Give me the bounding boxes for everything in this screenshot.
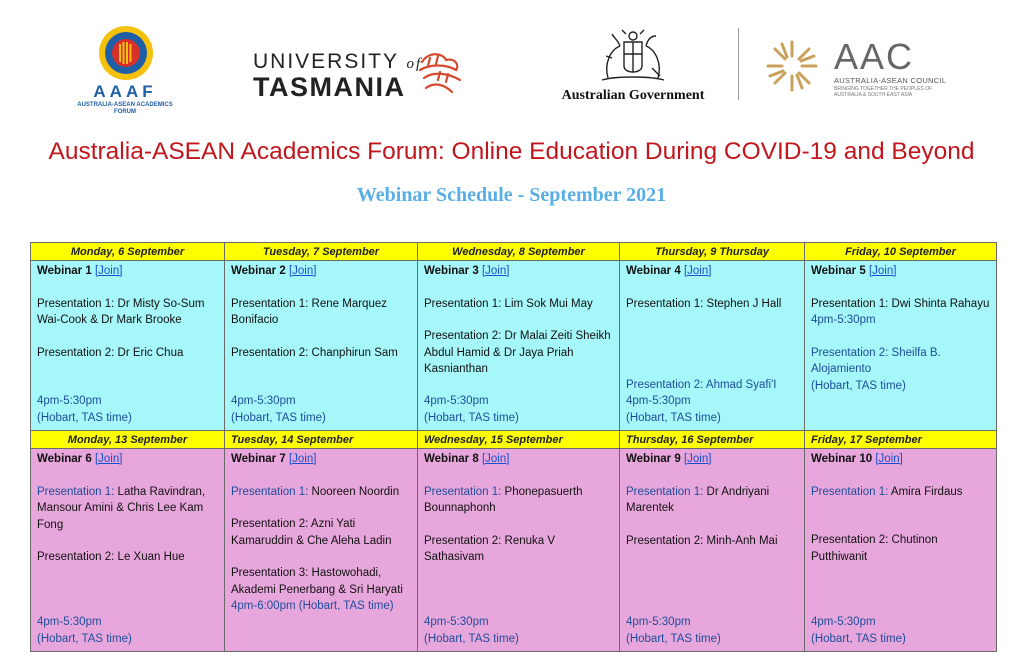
presentation-2: Presentation 2: Sheilfa B. Alojamiento xyxy=(811,346,941,375)
session-time: 4pm-6:00pm (Hobart, TAS time) xyxy=(231,600,394,612)
presentation-2: Presentation 2: Minh-Anh Mai xyxy=(626,534,778,547)
presentation-3: Presentation 3: Hastowohadi, Akademi Penerbang & Sri Haryati xyxy=(231,567,403,596)
session-time: 4pm-5:30pm xyxy=(424,616,489,628)
time-zone: (Hobart, TAS time) xyxy=(811,632,906,645)
presentation-1: Presentation 1: Dwi Shinta Rahayu xyxy=(811,297,990,310)
session-cell xyxy=(418,261,620,431)
week2-sessions-row xyxy=(31,449,997,652)
presentation-2: Presentation 2: Chutinon Putthiwanit xyxy=(811,534,938,563)
aac-logo xyxy=(762,36,962,96)
join-link[interactable]: [Join] xyxy=(481,265,510,277)
session-time: 4pm-5:30pm xyxy=(811,314,876,326)
time-zone: (Hobart, TAS time) xyxy=(37,632,132,645)
time-block xyxy=(424,393,519,426)
presentation-label: Presentation 1: xyxy=(231,485,309,498)
presentation-label: Presentation 1: xyxy=(424,485,502,498)
time-block xyxy=(811,614,906,647)
presentation-2: Presentation 2: Dr Malai Zeiti Sheikh Abdul Hamid & Dr Jaya Priah Kasnianthan xyxy=(424,330,611,375)
presentation-label: Presentation 1: xyxy=(37,485,115,498)
session-cell xyxy=(620,261,805,431)
presenter-names: Amira Firdaus xyxy=(888,485,963,498)
session-cell xyxy=(805,449,997,652)
aac-tagline: BRINGING TOGETHER THE PEOPLES OF AUSTRALIA & SOUTH-EAST ASIA xyxy=(834,86,933,98)
presentation-2: Presentation 2: Azni Yati Kamaruddin & Che Aleha Ladin xyxy=(231,518,392,547)
day-header: Thursday, 16 September xyxy=(620,431,805,449)
join-link[interactable]: [Join] xyxy=(94,453,123,465)
webinar-title xyxy=(811,263,990,280)
presentation-2: Presentation 2: Ahmad Syafi'I xyxy=(626,378,777,391)
australian-government-text: Australian Government xyxy=(561,88,705,103)
aac-council: AUSTRALIA-ASEAN COUNCIL xyxy=(834,76,947,85)
aaaf-emblem-icon xyxy=(97,24,155,82)
webinar-title xyxy=(231,263,411,280)
session-time: 4pm-5:30pm xyxy=(626,395,691,407)
week1-header-row xyxy=(31,243,997,261)
presentation-label: Presentation 1: xyxy=(626,485,704,498)
presentation-1 xyxy=(811,484,990,501)
webinar-title xyxy=(37,263,218,280)
australian-government-logo xyxy=(558,28,708,106)
webinar-label: Webinar 9 xyxy=(626,453,681,465)
webinar-label: Webinar 2 xyxy=(231,265,286,277)
presenter-names: Dr Andriyani Marentek xyxy=(626,485,770,514)
time-zone: (Hobart, TAS time) xyxy=(424,632,519,645)
time-block xyxy=(424,614,519,647)
webinar-title xyxy=(231,451,411,468)
session-time: 4pm-5:30pm xyxy=(811,616,876,628)
schedule-table xyxy=(30,242,997,652)
day-header: Tuesday, 14 September xyxy=(225,431,418,449)
schedule-subtitle: Webinar Schedule - September 2021 xyxy=(356,184,667,206)
utas-line2: TASMANIA xyxy=(253,72,406,102)
logo-divider xyxy=(738,28,739,100)
webinar-label: Webinar 8 xyxy=(424,453,479,465)
webinar-label: Webinar 5 xyxy=(811,265,866,277)
day-header: Thursday, 9 Thursday xyxy=(620,243,805,261)
session-time: 4pm-5:30pm xyxy=(37,616,102,628)
webinar-title xyxy=(424,263,613,280)
time-block xyxy=(626,377,777,427)
time-block xyxy=(37,393,132,426)
presentation-1: Presentation 1: Lim Sok Mui May xyxy=(424,297,593,310)
presentation-1 xyxy=(424,484,613,517)
session-cell xyxy=(225,261,418,431)
join-link[interactable]: [Join] xyxy=(875,453,903,465)
session-cell xyxy=(418,449,620,652)
time-zone: (Hobart, TAS time) xyxy=(811,379,906,392)
webinar-title xyxy=(626,451,798,468)
presentation-1: Presentation 1: Dr Misty So-Sum Wai-Cook & Dr Mark Brooke xyxy=(37,297,205,326)
star-burst-icon xyxy=(762,36,822,96)
time-block xyxy=(231,393,326,426)
presentation-1 xyxy=(37,484,218,534)
day-header: Tuesday, 7 September xyxy=(225,243,418,261)
webinar-label: Webinar 10 xyxy=(811,453,873,465)
aaaf-logo xyxy=(75,24,175,115)
time-block xyxy=(626,614,721,647)
session-cell xyxy=(805,261,997,431)
presenter-names: Nooreen Noordin xyxy=(308,485,400,498)
join-link[interactable]: [Join] xyxy=(683,265,712,277)
webinar-label: Webinar 3 xyxy=(424,265,479,277)
webinar-label: Webinar 6 xyxy=(37,453,92,465)
lion-icon xyxy=(416,50,464,96)
join-link[interactable]: [Join] xyxy=(94,265,123,277)
webinar-label: Webinar 4 xyxy=(626,265,681,277)
join-link[interactable]: [Join] xyxy=(683,453,712,465)
time-zone: (Hobart, TAS time) xyxy=(626,632,721,645)
session-cell xyxy=(225,449,418,652)
utas-of: of xyxy=(406,56,423,72)
time-zone: (Hobart, TAS time) xyxy=(37,411,132,424)
presentation-2: Presentation 2: Le Xuan Hue xyxy=(37,551,185,563)
join-link[interactable]: [Join] xyxy=(868,265,897,277)
aaaf-subtitle: AUSTRALIA-ASEAN ACADEMICS FORUM xyxy=(77,102,173,115)
utas-line1 xyxy=(253,50,422,74)
webinar-title xyxy=(626,263,798,280)
presentation-2: Presentation 2: Dr Eric Chua xyxy=(37,346,184,359)
time-block xyxy=(37,614,132,647)
week2-header-row xyxy=(31,431,997,449)
presentation-label: Presentation 1: xyxy=(811,485,889,498)
week1-sessions-row xyxy=(31,261,997,431)
presentation-1 xyxy=(626,484,798,517)
join-link[interactable]: [Join] xyxy=(288,265,317,277)
presenter-names: Phonepasuerth Bounnaphonh xyxy=(424,485,583,514)
session-cell xyxy=(31,449,225,652)
aaaf-name: AAAF xyxy=(93,82,157,101)
presentation-1: Presentation 1: Rene Marquez Bonifacio xyxy=(231,297,387,326)
time-zone: (Hobart, TAS time) xyxy=(626,411,721,424)
presentation-2: Presentation 2: Renuka V Sathasivam xyxy=(424,534,556,563)
join-link[interactable]: [Join] xyxy=(288,453,317,465)
presentation-2: Presentation 2: Chanphirun Sam xyxy=(231,346,398,359)
time-zone: (Hobart, TAS time) xyxy=(231,411,326,424)
day-header: Monday, 13 September xyxy=(31,431,225,449)
utas-university: UNIVERSITY xyxy=(253,50,399,73)
webinar-label: Webinar 7 xyxy=(231,453,286,465)
day-header: Monday, 6 September xyxy=(31,243,225,261)
webinar-title xyxy=(811,451,990,468)
day-header: Friday, 10 September xyxy=(805,243,997,261)
page-title: Australia-ASEAN Academics Forum: Online Education During COVID-19 and Beyond xyxy=(48,138,975,165)
day-header: Friday, 17 September xyxy=(805,431,997,449)
day-header: Wednesday, 15 September xyxy=(418,431,620,449)
session-cell xyxy=(620,449,805,652)
presentation-1 xyxy=(231,484,411,501)
day-header: Wednesday, 8 September xyxy=(418,243,620,261)
session-time: 4pm-5:30pm xyxy=(424,395,489,407)
webinar-title xyxy=(37,451,218,468)
webinar-title xyxy=(424,451,613,468)
aac-name: AAC xyxy=(834,36,915,77)
session-time: 4pm-5:30pm xyxy=(37,395,102,407)
webinar-label: Webinar 1 xyxy=(37,265,92,277)
coat-of-arms-icon xyxy=(596,28,670,88)
session-cell xyxy=(31,261,225,431)
time-zone: (Hobart, TAS time) xyxy=(424,411,519,424)
join-link[interactable]: [Join] xyxy=(481,453,510,465)
session-time: 4pm-5:30pm xyxy=(626,616,691,628)
presenter-names: Latha Ravindran, Mansour Amini & Chris Lee Kam Fong xyxy=(37,485,206,531)
presentation-1: Presentation 1: Stephen J Hall xyxy=(626,297,782,310)
utas-logo xyxy=(253,50,468,100)
session-time: 4pm-5:30pm xyxy=(231,395,296,407)
